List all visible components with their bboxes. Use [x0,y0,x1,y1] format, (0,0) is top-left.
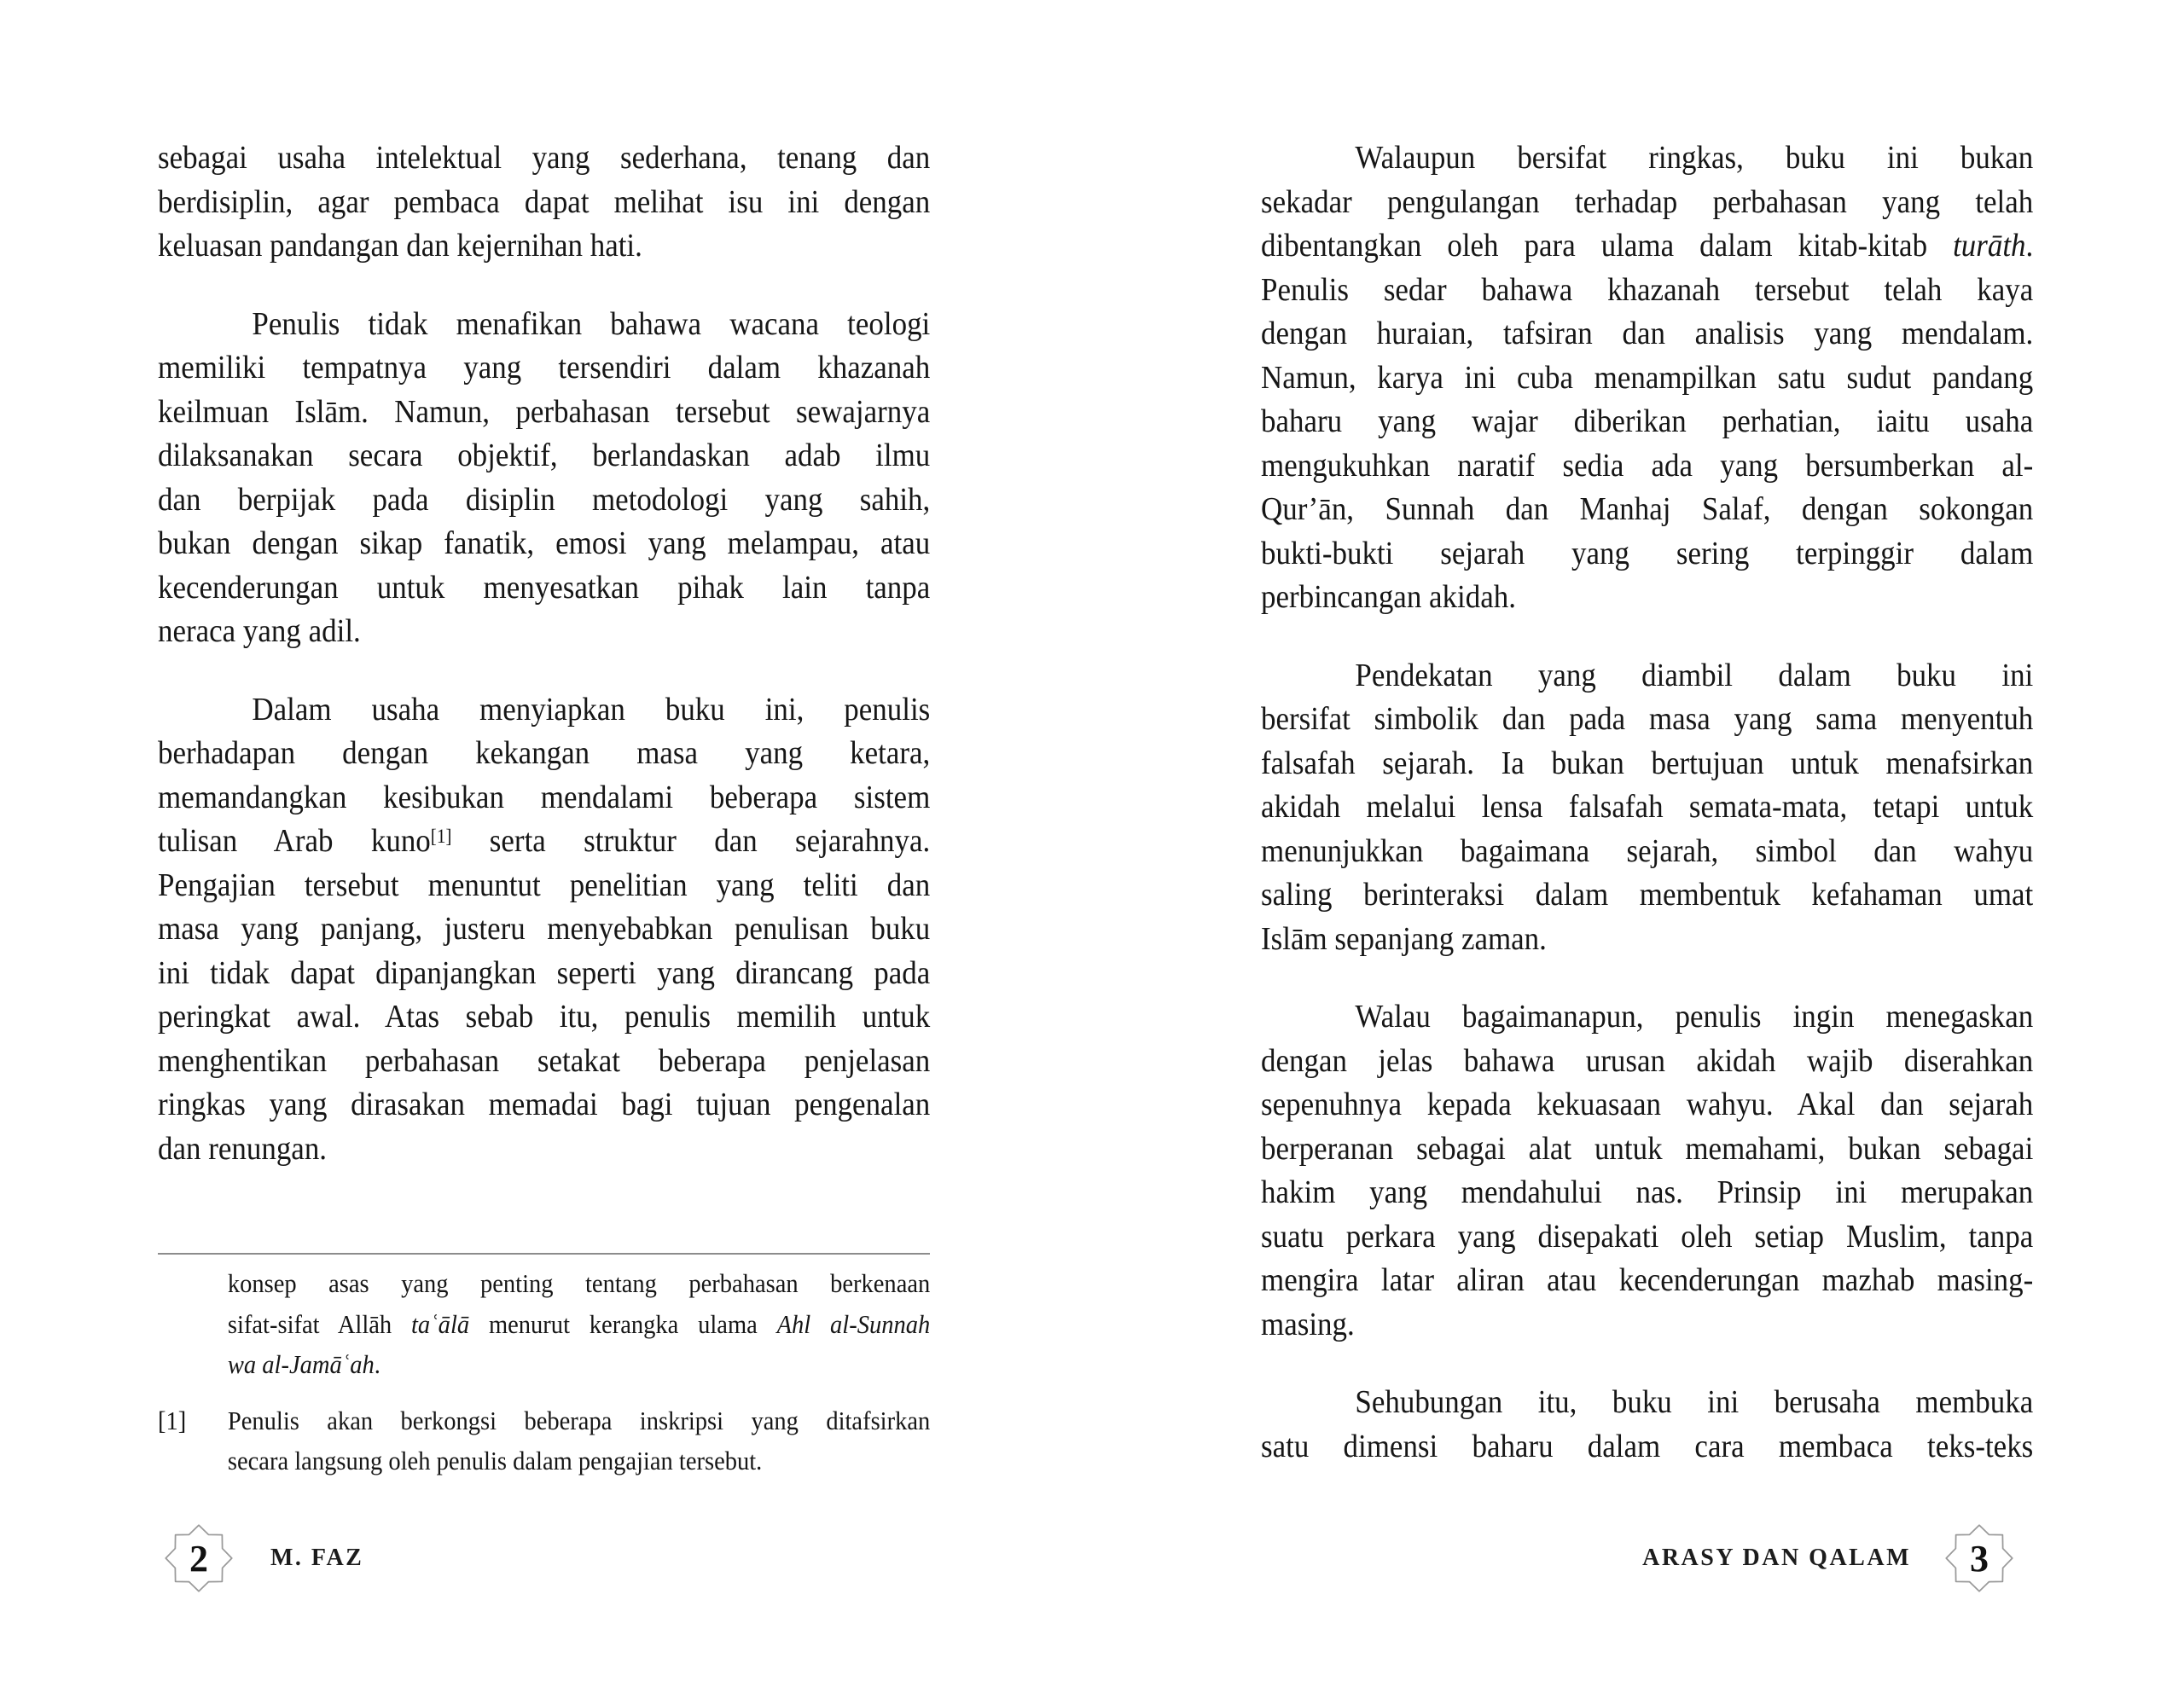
text-segment: suatu perkara yang disepakati oleh setiap Muslim, tanpa [1261,1218,2034,1255]
text-line [158,952,930,996]
text-segment: baharu yang wajar diberikan perhatian, iaitu usaha [1261,403,2034,439]
text-segment: dan berpijak pada disiplin metodologi yang sahih, [158,481,931,518]
text-segment: dilaksanakan secara objektif, berlandaskan adab ilmu [158,438,931,473]
text-line [158,907,930,952]
text-line [1261,1303,2033,1348]
paragraph [158,136,930,269]
text-segment: Pendekatan yang diambil dalam buku ini [1355,657,2034,693]
text-line [1261,830,2033,874]
text-line [158,478,930,523]
text-segment: ringkas yang dirasakan memadai bagi tujuan pengenalan [158,1087,931,1122]
page-left-body [158,136,930,1171]
text-line [228,1441,930,1481]
text-line [158,224,930,269]
text-line [158,820,930,864]
text-line [228,1263,930,1304]
text-segment: . [374,1349,380,1379]
text-segment: sepenuhnya kepada kekuasaan wahyu. Akal dan sejarah [1261,1087,2034,1122]
text-line [1261,918,2033,962]
text-line [158,1040,930,1084]
text-segment: masing. [1261,1306,1355,1342]
text-segment: bukan dengan sikap fanatik, emosi yang melampau, atau [158,525,931,561]
text-line [1261,488,2033,532]
text-segment: perbincangan akidah. [1261,579,1516,615]
text-segment: bukti-bukti sejarah yang sering terpinggir dalam [1261,535,2034,571]
text-line [1261,1128,2033,1172]
text-line [158,995,930,1040]
paragraph [1261,654,2033,962]
text-line [1261,654,2033,699]
paragraph [228,1263,930,1385]
text-line [1261,1083,2033,1128]
footnote-block [158,1263,930,1481]
text-line [1261,1259,2033,1303]
paragraph [1261,136,2033,620]
running-title-author: M. FAZ [270,1545,364,1571]
text-segment: dibentangkan oleh para ulama dalam kitab-kitab [1261,228,1954,264]
paragraph [1261,995,2033,1347]
page-number-ornament [161,1521,236,1596]
text-line [1261,532,2033,577]
text-line [1261,576,2033,620]
text-segment: satu dimensi baharu dalam cara membaca teks-teks [1261,1428,2034,1464]
text-segment: Ahl al-Sunnah [776,1308,931,1339]
footer-left [161,1521,363,1596]
text-line [1261,786,2033,830]
footnote-separator [158,1253,930,1255]
text-segment: . [2025,228,2034,264]
text-line [1261,312,2033,357]
text-segment: masa yang panjang, justeru menyebabkan penulisan buku [158,911,931,947]
text-segment: Dalam usaha menyiapkan buku ini, penulis [252,691,931,728]
text-segment: Walaupun bersifat ringkas, buku ini bukan [1355,140,2034,176]
text-segment: kecenderungan untuk menyesatkan pihak lain tanpa [158,569,931,606]
text-segment: Penulis akan berkongsi beberapa inskripsi yang ditafsirkan [227,1405,931,1435]
text-segment: menghentikan perbahasan setakat beberapa penjelasan [158,1042,931,1079]
text-segment: keluasan pandangan dan kejernihan hati. [158,228,642,264]
text-line [1261,1381,2033,1425]
text-segment: Penulis sedar bahawa khazanah tersebut telah kaya [1261,271,2034,308]
paragraph [228,1400,930,1481]
text-segment: ini tidak dapat dipanjangkan seperti yang dirancang pada [158,954,931,991]
text-line [158,566,930,611]
footer-right [1642,1521,2017,1596]
text-segment: konsep asas yang penting tentang perbahasan berkenaan [227,1268,931,1298]
text-line [158,434,930,478]
text-line [158,391,930,435]
paragraph [158,303,930,654]
page-right-body [1261,136,2033,1469]
text-segment: taʿālā [411,1308,470,1339]
text-segment: memandangkan kesibukan mendalami beberapa sistem [158,779,931,815]
text-line [158,732,930,776]
text-segment: sifat-sifat Allāh [227,1308,412,1339]
text-line [158,303,930,347]
footnote-text [228,1263,930,1385]
footnote-marker: [1] [158,1405,187,1435]
paragraph [158,688,930,1172]
page-number-ornament [1942,1521,2017,1596]
text-line [1261,742,2033,786]
running-title-book: ARASY DAN QALAM [1642,1545,1911,1571]
text-segment: serta struktur dan sejarahnya. [451,823,931,859]
text-line [158,136,930,181]
text-line [1261,1425,2033,1470]
text-segment: Islām sepanjang zaman. [1261,920,1547,957]
footnote [158,1400,930,1481]
text-line [1261,873,2033,918]
text-segment: wa al-Jamāʿah [227,1349,375,1379]
text-segment: secara langsung oleh penulis dalam pengajian tersebut. [227,1446,763,1475]
text-line [158,346,930,391]
page-number: 2 [189,1537,208,1580]
paragraph [1261,1381,2033,1469]
text-segment: Pengajian tersebut menuntut penelitian yang teliti dan [158,867,931,903]
text-segment: sebagai usaha intelektual yang sederhana, tenang dan [158,140,931,176]
text-line [158,776,930,820]
text-line [158,864,930,908]
footnote [158,1263,930,1385]
text-segment: Qur’ān, Sunnah dan Manhaj Salaf, dengan sokongan [1261,491,2034,527]
text-segment: berhadapan dengan kekangan masa yang ketara, [158,735,931,771]
text-line [228,1400,930,1441]
text-segment: saling berinteraksi dalam membentuk kefahaman umat [1261,877,2034,913]
text-line [1261,181,2033,225]
text-segment: mengira latar aliran atau kecenderungan mazhab masing- [1261,1262,2034,1298]
text-segment: dengan huraian, tafsiran dan analisis yang mendalam. [1261,316,2034,351]
text-segment: mengukuhkan naratif sedia ada yang bersumberkan al- [1261,447,2034,484]
text-line [1261,1040,2033,1084]
text-line [158,1128,930,1172]
text-line [1261,698,2033,742]
text-segment: turāth [1953,228,2026,264]
text-segment: Penulis tidak menafikan bahawa wacana teologi [252,305,931,342]
text-segment: hakim yang mendahului nas. Prinsip ini merupakan [1261,1174,2034,1210]
text-line [158,688,930,733]
text-segment: berperanan sebagai alat untuk memahami, bukan sebagai [1261,1130,2034,1167]
text-line [1261,357,2033,401]
text-segment: neraca yang adil. [158,613,361,649]
footnote-reference: [1] [430,826,452,847]
text-line [1261,1215,2033,1260]
text-line [1261,995,2033,1040]
text-line [1261,269,2033,313]
text-segment: Walau bagaimanapun, penulis ingin menegaskan [1355,999,2034,1035]
text-line [1261,400,2033,444]
text-line [158,1083,930,1128]
text-segment: sekadar pengulangan terhadap perbahasan yang telah [1261,183,2034,220]
text-line [1261,224,2033,269]
text-segment: memiliki tempatnya yang tersendiri dalam khazanah [158,350,931,386]
page-number: 3 [1970,1537,1989,1580]
text-line [1261,136,2033,181]
text-line [158,181,930,225]
text-segment: Namun, karya ini cuba menampilkan satu sudut pandang [1261,359,2034,396]
text-line [228,1304,930,1345]
text-segment: Sehubungan itu, buku ini berusaha membuka [1355,1384,2034,1420]
text-segment: dan renungan. [158,1130,328,1167]
text-segment: tulisan Arab kuno [158,823,431,859]
text-line [228,1344,930,1385]
text-line [1261,444,2033,489]
text-segment: menunjukkan bagaimana sejarah, simbol dan wahyu [1261,832,2034,869]
text-segment: falsafah sejarah. Ia bukan bertujuan untuk menafsirkan [1261,745,2034,781]
text-segment: dengan jelas bahawa urusan akidah wajib diserahkan [1261,1042,2034,1079]
text-segment: akidah melalui lensa falsafah semata-mata, tetapi untuk [1261,789,2034,825]
text-line [158,610,930,654]
text-line [158,522,930,566]
footnote-text [228,1400,930,1481]
text-segment: peringkat awal. Atas sebab itu, penulis memilih untuk [158,999,931,1035]
text-segment: berdisiplin, agar pembaca dapat melihat isu ini dengan [158,183,931,220]
text-segment: keilmuan Islām. Namun, perbahasan tersebut sewajarnya [158,393,931,430]
text-segment: bersifat simbolik dan pada masa yang sama menyentuh [1261,701,2034,737]
text-segment: menurut kerangka ulama [469,1308,777,1339]
text-line [1261,1171,2033,1215]
